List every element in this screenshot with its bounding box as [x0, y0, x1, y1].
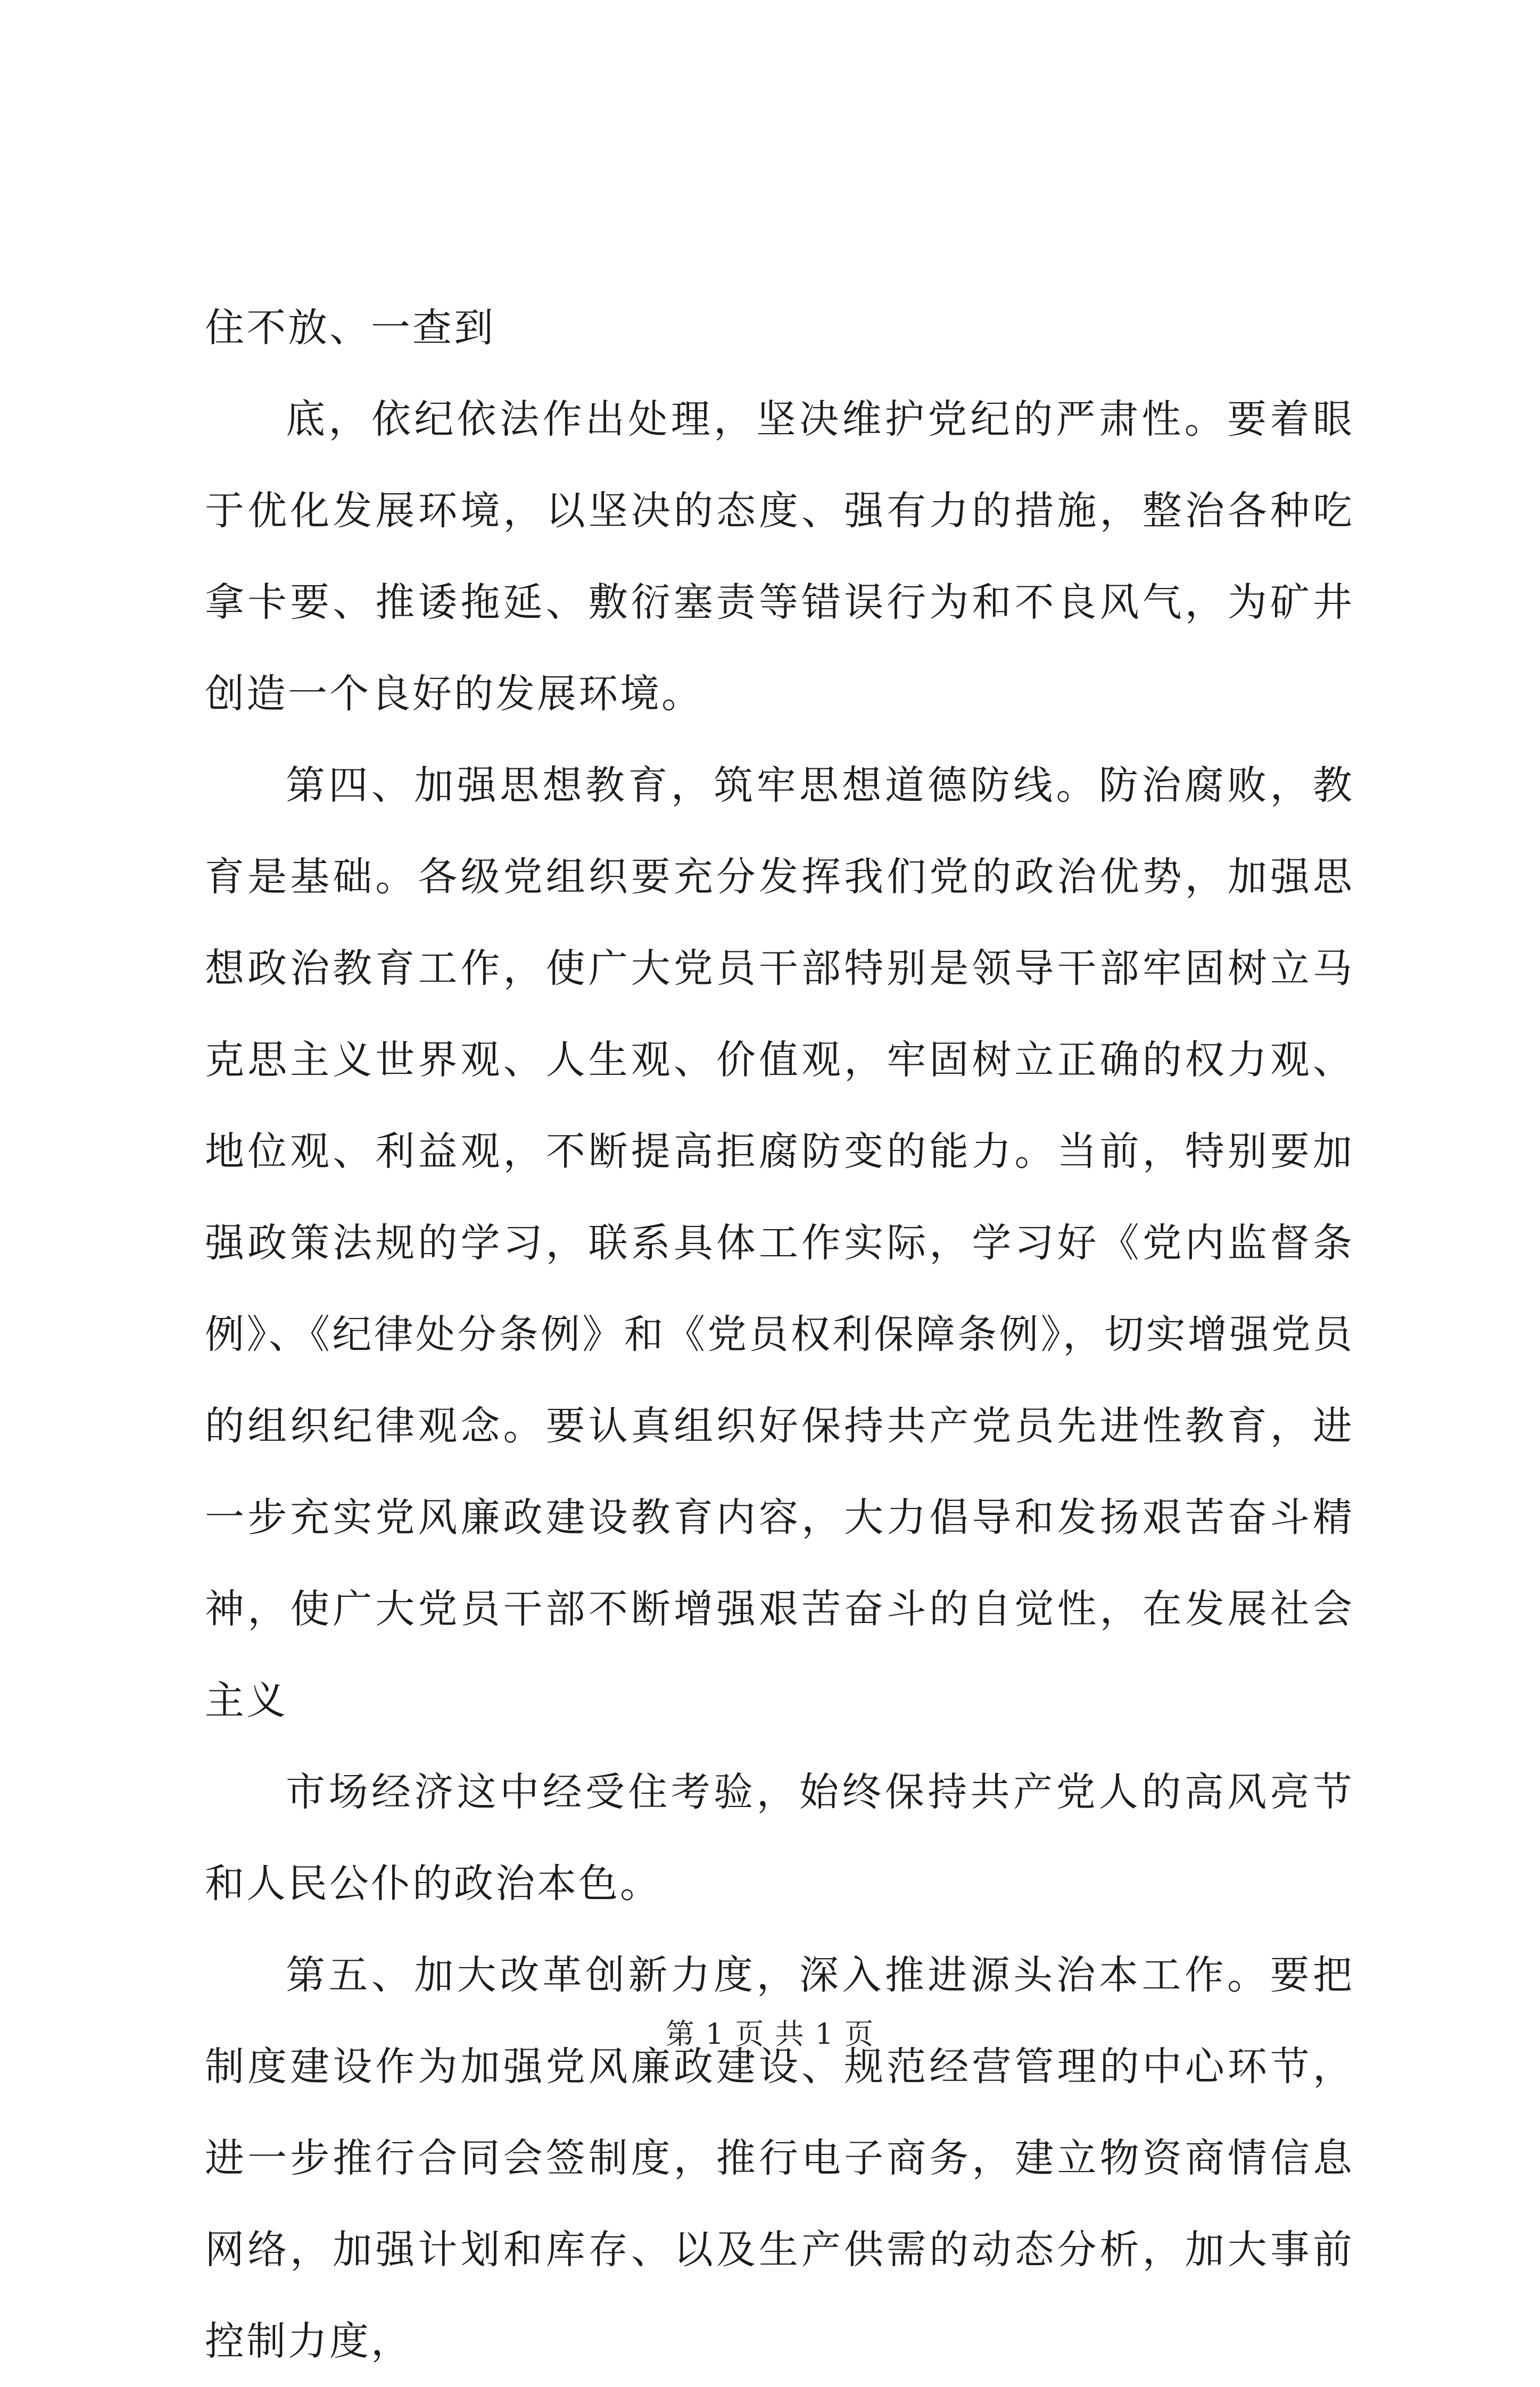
paragraph-discipline-environment: 底，依纪依法作出处理，坚决维护党纪的严肃性。要着眼于优化发展环境，以坚决的态度、强有力的措施，整治各种吃拿卡要、推诿拖延、敷衍塞责等错误行为和不良风气，为矿井创造一个良好的发展环境。 [205, 396, 1354, 717]
paragraph-market-economy: 市场经济这中经受住考验，始终保持共产党人的高风亮节和人民公仆的政治本色。 [205, 1769, 1354, 1907]
paragraph-continuation: 住不放、一查到 [205, 305, 495, 351]
paragraph-fourth-ideological-education: 第四、加强思想教育，筑牢思想道德防线。防治腐败，教育是基础。各级党组织要充分发挥我们党的政治优势，加强思想政治教育工作，使广大党员干部特别是领导干部牢固树立马克思主义世界观、人生观、价值观，牢固树立正确的权力观、地位观、利益观，不断提高拒腐防变的能力。当前，特别要加强政策法规的学习，联系具体工作实际，学习好《党内监督条例》、《纪律处分条例》和《党员权利保障条例》，切实增强党员的组织纪律观念。要认真组织好保持共产党员先进性教育，进一步充实党风廉政建设教育内容，大力倡导和发扬艰苦奋斗精神，使广大党员干部不断增强艰苦奋斗的自觉性，在发展社会主义 [205, 762, 1354, 1723]
document-body [205, 282, 1354, 2387]
paragraph-fifth-reform: 第五、加大改革创新力度，深入推进源头治本工作。要把制度建设作为加强党风廉政建设、规范经营管理的中心环节，进一步推行合同会签制度，推行电子商务，建立物资商情信息网络，加强计划和库存、以及生产供需的动态分析，加大事前控制力度， [205, 1952, 1354, 2364]
page-number-footer: 第 1 页 共 1 页 [665, 2017, 875, 2051]
